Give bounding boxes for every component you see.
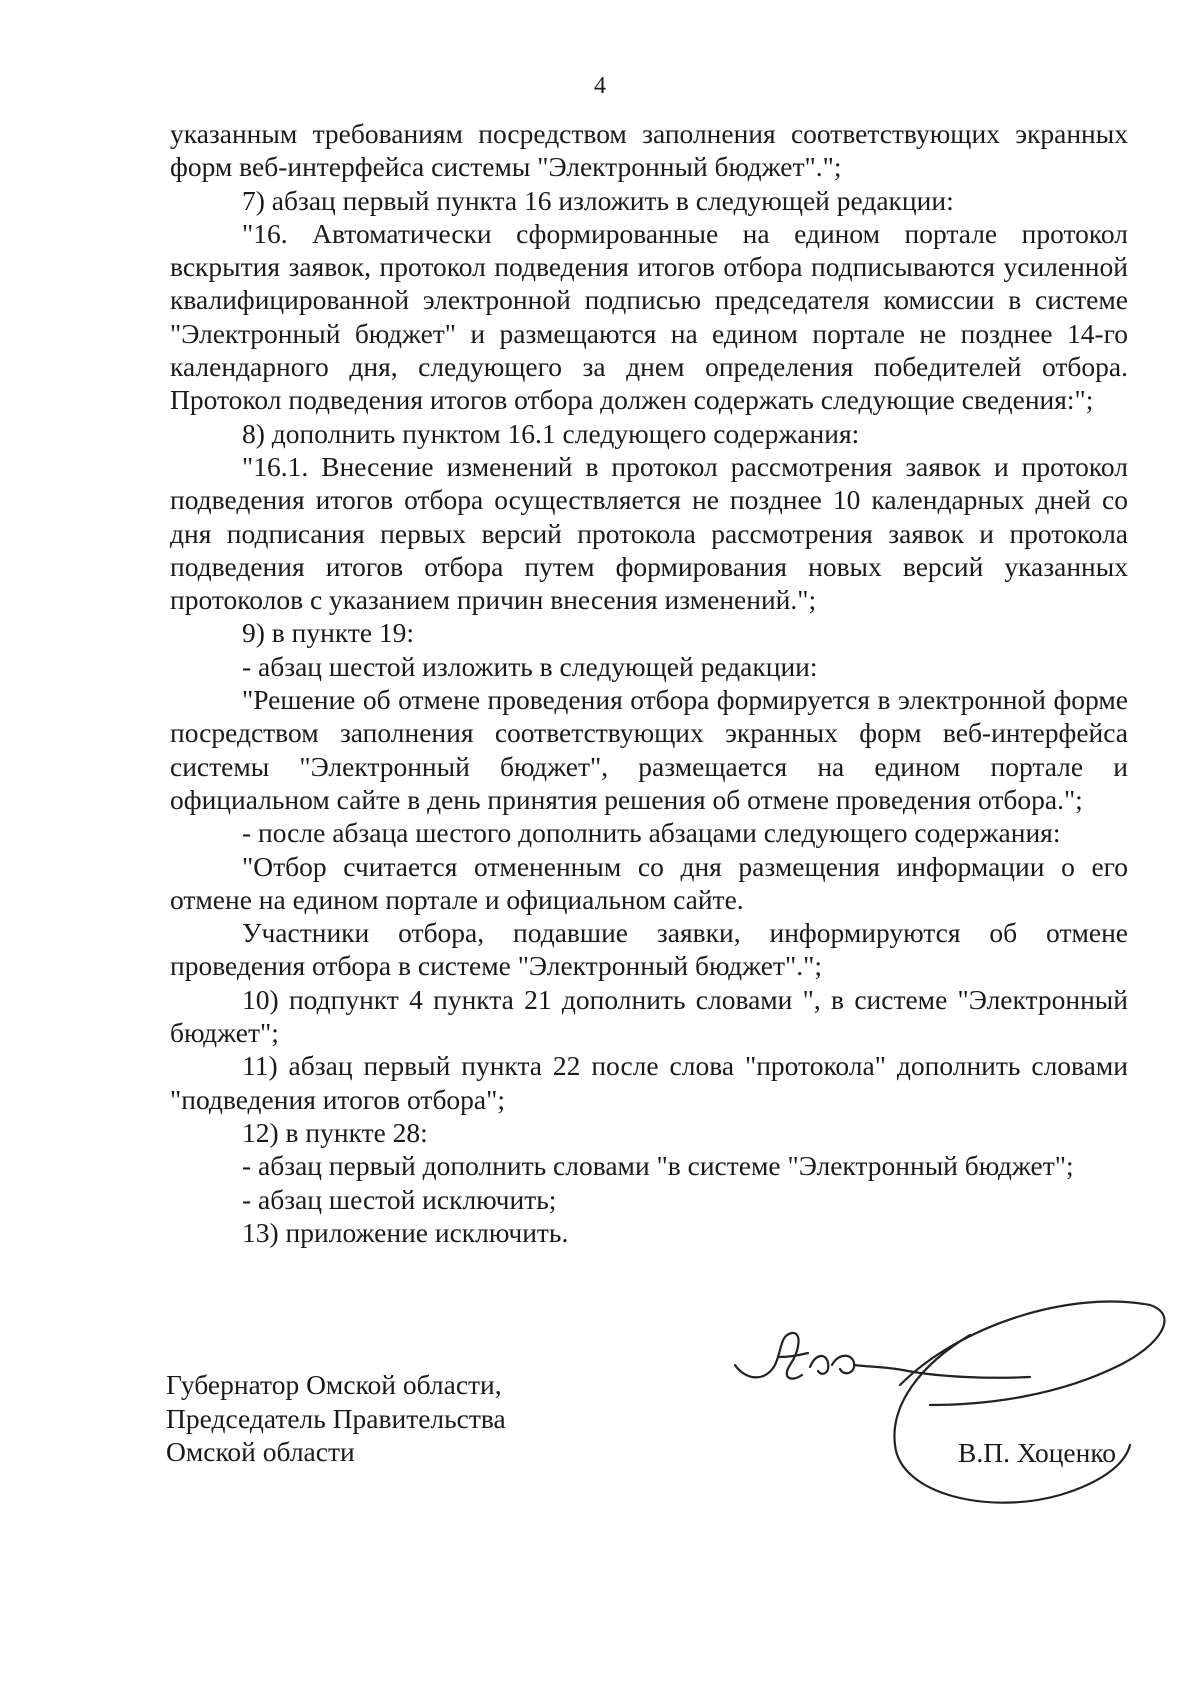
paragraph-item-9-sub-2: - после абзаца шестого дополнить абзацами следующего содержания: <box>242 817 1061 849</box>
paragraph-quote-participants: Участники отбора, подавшие заявки, информируются об отмене проведения отбора в системе "Электронный бюджет"."; <box>170 917 1128 982</box>
paragraph-item-10: 10) подпункт 4 пункта 21 дополнить словами ", в системе "Электронный бюджет"; <box>170 983 1128 1049</box>
paragraph-quote-16: "16. Автоматически сформированные на едином портале протокол вскрытия заявок, протокол подведения итогов отбора подписываются усиленной квалифицированной электронной подписью председателя комиссии в системе "Электронный бюджет" и размещаются на едином портале не позднее 14-го календарного дня, следующего за днем определения победителей отбора. Протокол подведения итогов отбора должен содержать следующие сведения:"; <box>170 217 1128 416</box>
signatory-name: В.П. Хоценко <box>958 1437 1117 1468</box>
paragraph-item-8: 8) дополнить пунктом 16.1 следующего содержания: <box>242 417 860 449</box>
paragraph-item-7: 7) абзац первый пункта 16 изложить в следующей редакции: <box>242 184 954 216</box>
signatory-line-3: Омской области <box>166 1436 355 1467</box>
signatory-title <box>166 1368 506 1469</box>
paragraph-item-11: 11) абзац первый пункта 22 после слова "протокола" дополнить словами "подведения итогов отбора"; <box>170 1050 1128 1115</box>
paragraph-item-12: 12) в пункте 28: <box>242 1116 428 1148</box>
paragraph-quote-cancelled: "Отбор считается отмененным со дня размещения информации о его отмене на едином портале и официальном сайте. <box>170 850 1128 915</box>
paragraph-item-12-sub-2: - абзац шестой исключить; <box>242 1183 557 1215</box>
paragraph-quote-decision: "Решение об отмене проведения отбора формируется в электронной форме посредством заполнения соответствующих экранных форм веб-интерфейса системы "Электронный бюджет", размещается на едином портале и официальном сайте в день принятия решения об отмене проведения отбора."; <box>170 684 1128 815</box>
paragraph-quote-16-1: "16.1. Внесение изменений в протокол рассмотрения заявок и протокол подведения итогов отбора осуществляется не позднее 10 календарных дней со дня подписания первых версий протокола рассмотрения заявок и протокола подведения итогов отбора путем формирования новых версий указанных протоколов с указанием причин внесения изменений."; <box>170 450 1128 616</box>
page-number: 4 <box>594 73 606 99</box>
paragraph-item-9-sub-1: - абзац шестой изложить в следующей редакции: <box>242 650 818 682</box>
signatory-line-2: Председатель Правительства <box>166 1402 506 1434</box>
document-body <box>170 117 1128 1249</box>
paragraph-continuation: указанным требованиям посредством заполнения соответствующих экранных форм веб-интерфейса системы "Электронный бюджет"."; <box>170 118 1128 183</box>
signatory-line-1: Губернатор Омской области, <box>166 1369 502 1400</box>
handwritten-signature <box>730 1295 1170 1525</box>
paragraph-item-12-sub-1: - абзац первый дополнить словами "в системе "Электронный бюджет"; <box>242 1150 1074 1182</box>
paragraph-item-13: 13) приложение исключить. <box>242 1216 569 1248</box>
paragraph-item-9: 9) в пункте 19: <box>242 617 415 649</box>
